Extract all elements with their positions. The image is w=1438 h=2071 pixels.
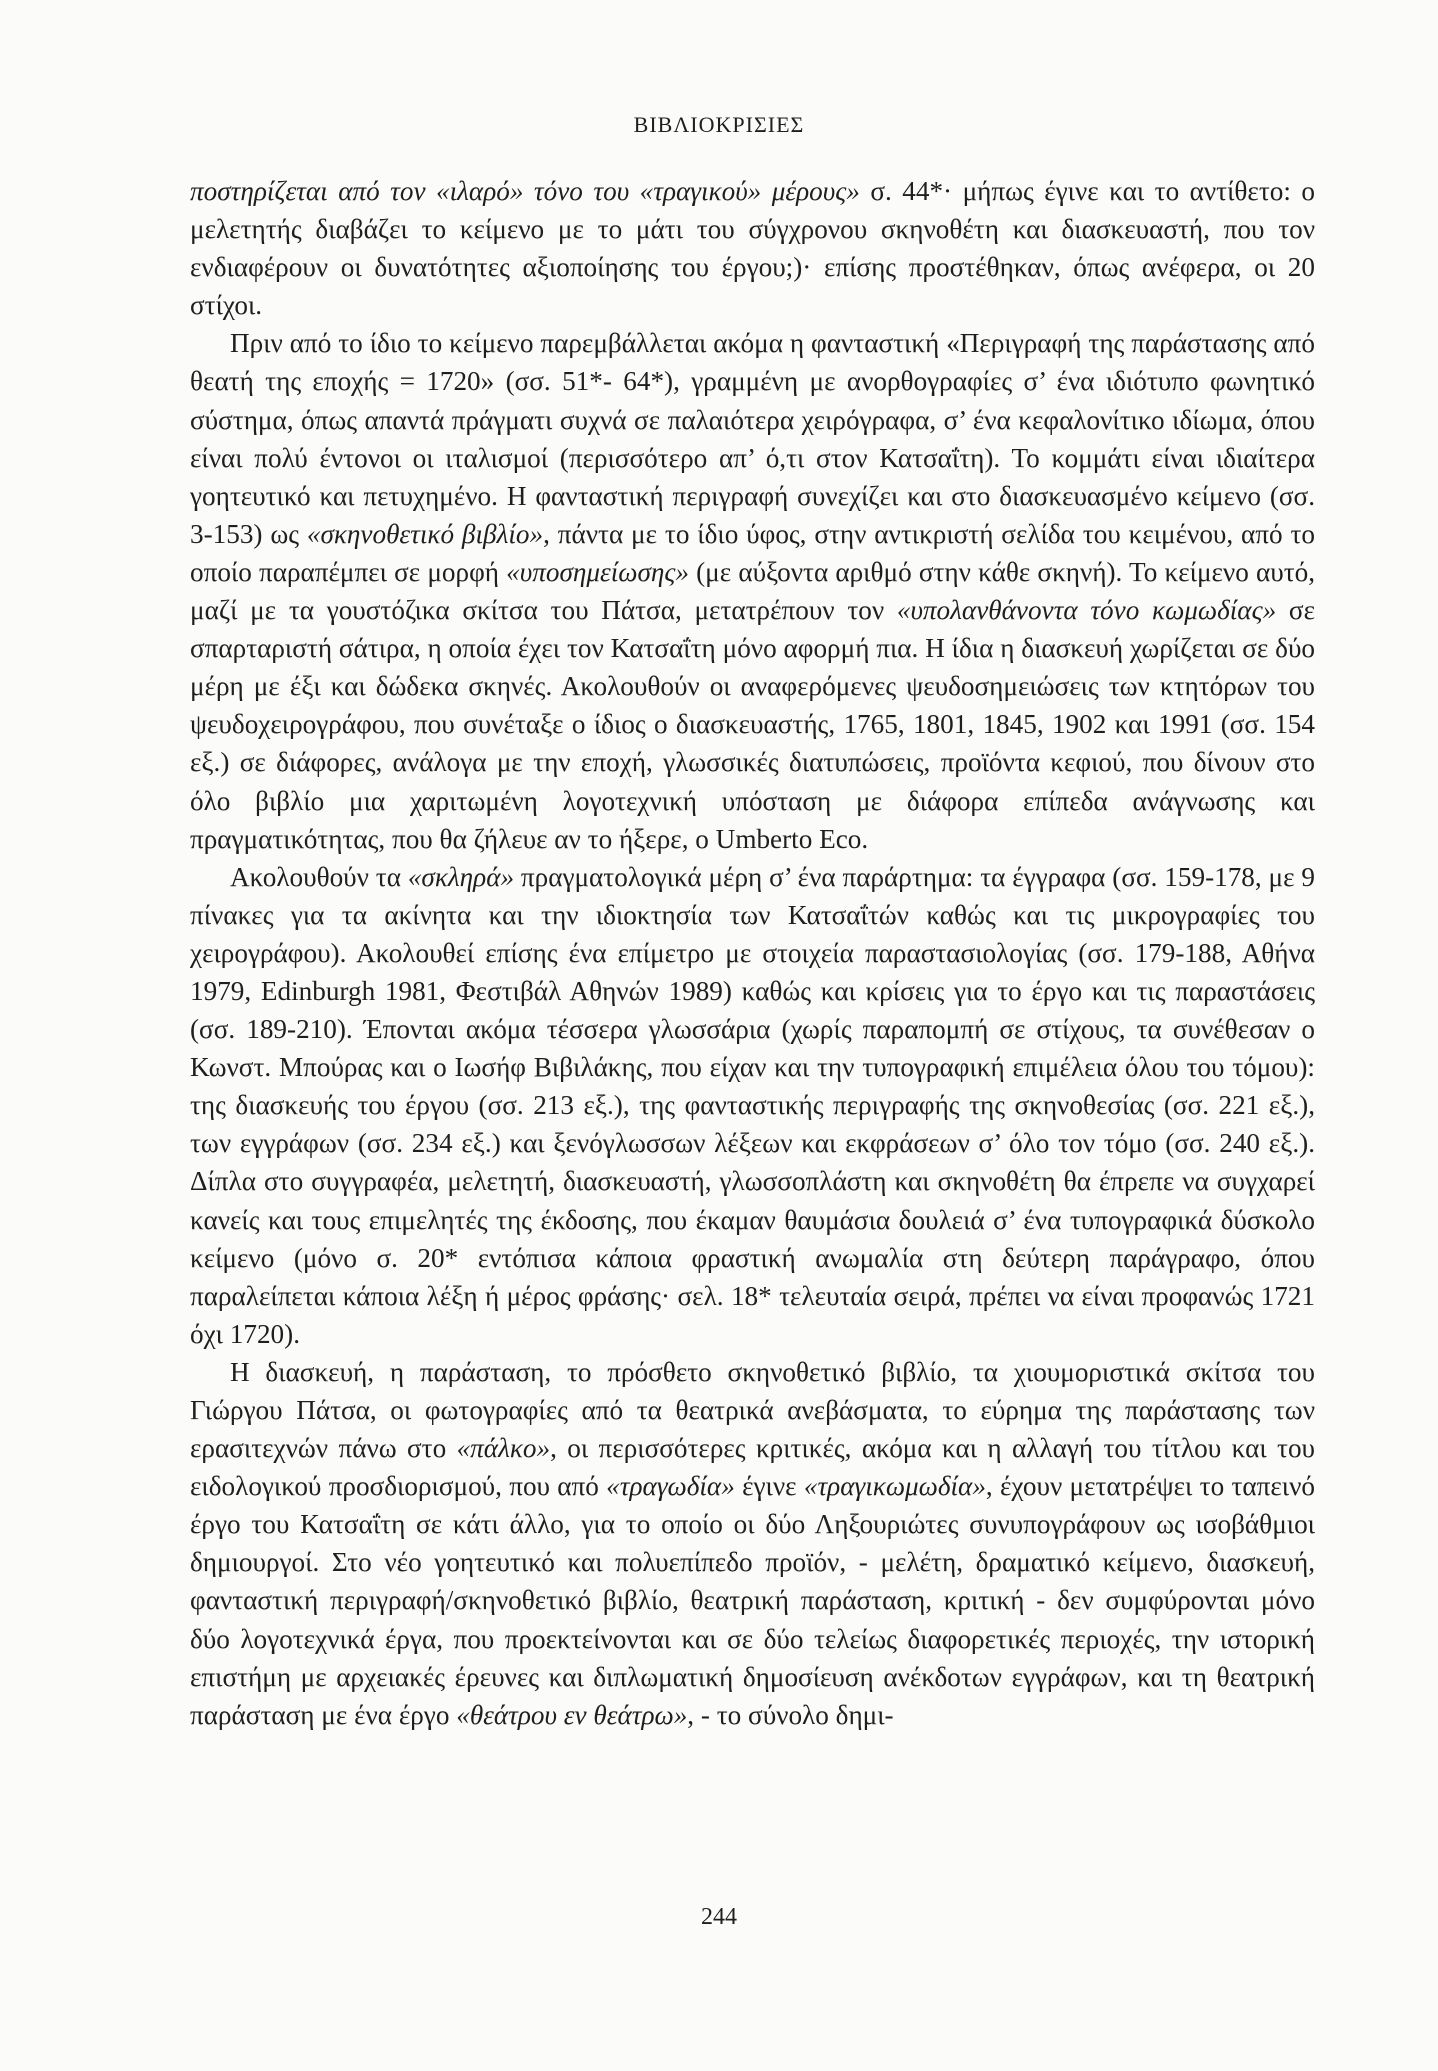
italic-phrase: «σκηνοθετικό βιβλίο»	[306, 518, 544, 549]
text-run: πραγματολογικά μέρη σ’ ένα παράρτημα: τα έγγραφα (σσ. 159-178, με 9 πίνακες για τα ακίνητα και την ιδιοκτησία των Κατσαΐτών καθώς και τις μικρογραφίες του χειρογράφου). Ακολουθεί επίσης ένα επίμετρο με στοιχεία παραστασιολογίας (σσ. 179-188, Αθήνα 1979, Edinburgh 1981, Φεστιβάλ Αθηνών 1989) καθώς και κρίσεις για το έργο και τις παραστάσεις (σσ. 189-210). Έπονται ακόμα τέσσερα γλωσσάρια (χωρίς παραπομπή σε στίχους, τα συνέθεσαν ο Κωνστ. Μπούρας και ο Ιωσήφ Βιβιλάκης, που είχαν και την τυπογραφική επιμέλεια όλου του τόμου): της διασκευής του έργου (σσ. 213 εξ.), της φανταστικής περιγραφής της σκηνοθεσίας (σσ. 221 εξ.), των εγγράφων (σσ. 234 εξ.) και ξενόγλωσσων λέξεων και εκφράσεων σ’ όλο τον τόμο (σσ. 240 εξ.). Δίπλα στο συγγραφέα, μελετητή, διασκευαστή, γλωσσοπλάστη και σκηνοθέτη θα έπρεπε να συγχαρεί κανείς και τους επιμελητές της έκδοσης, που έκαμαν θαυμάσια δουλειά σ’ ένα τυπογραφικά δύσκολο κείμενο (μόνο σ. 20* εντόπισα κάποια φραστική ανωμαλία στη δεύτερη παράγραφο, όπου παραλείπεται κάποια λέξη ή μέρος φράσης· σελ. 18* τελευταία σειρά, πρέπει να είναι προφανώς 1721 όχι 1720).	[190, 861, 1316, 1349]
italic-phrase: «τραγωδία»	[606, 1471, 735, 1502]
article-body	[190, 172, 1315, 1734]
paragraph-1	[190, 172, 1315, 324]
text-run: , οι περισσότερες κριτικές, ακόμα και η αλλαγή του τίτλου και του ειδολογικού προσδιορισμού, που από	[190, 1433, 1315, 1502]
paragraph-3	[190, 858, 1315, 1353]
italic-phrase: ποστηρίζεται από τον «ιλαρό» τόνο του «τραγικού» μέρους»	[190, 176, 860, 206]
text-run: , - το σύνολο δημι-	[687, 1699, 894, 1730]
text-run: σ. 44*· μήπως έγινε και το αντίθετο: ο μελετητής διαβάζει το κείμενο με το μάτι του σύγχρονου σκηνοθέτη και διασκευαστή, που τον ενδιαφέρουν οι δυνατότητες αξιοποίησης του έργου;)· επίσης προστέθηκαν, όπως ανέφερα, οι 20 στίχοι.	[190, 176, 1315, 321]
text-run: έγινε	[734, 1471, 804, 1502]
text-run: σε σπαρταριστή σάτιρα, η οποία έχει τον Κατσαΐτη μόνο αφορμή πια. Η ίδια η διασκευή χωρίζεται σε δύο μέρη με έξι και δώδεκα σκηνές. Ακολουθούν οι αναφερόμενες ψευδοσημειώσεις των κτητόρων του ψευδοχειρογράφου, που συνέταξε ο ίδιος ο διασκευαστής, 1765, 1801, 1845, 1902 και 1991 (σσ. 154 εξ.) σε διάφορες, ανάλογα με την εποχή, γλωσσικές διατυπώσεις, προϊόντα κεφιού, που δίνουν στο όλο βιβλίο μια χαριτωμένη λογοτεχνική υπόσταση με διάφορα επίπεδα ανάγνωσης και πραγματικότητας, που θα ζήλευε αν το ήξερε, ο Umberto Eco.	[190, 595, 1316, 854]
italic-phrase: «υπολανθάνοντα τόνο κωμωδίας»	[896, 595, 1277, 626]
running-header: ΒΙΒΛΙΟΚΡΙΣΙΕΣ	[633, 112, 805, 137]
text-run: Πριν από το ίδιο το κείμενο παρεμβάλλεται ακόμα η φανταστική «Περιγραφή της παράστασης από θεατή της εποχής = 1720» (σσ. 51*- 64*), γραμμένη με ανορθογραφίες σ’ ένα ιδιότυπο φωνητικό σύστημα, όπως απαντά πράγματι συχνά σε παλαιότερα χειρόγραφα, σ’ ένα κεφαλονίτικο ιδίωμα, όπου είναι πολύ έντονοι οι ιταλισμοί (περισσότερο απ’ ό,τι στον Κατσαΐτη). Το κομμάτι είναι ιδιαίτερα γοητευτικό και πετυχημένο. Η φανταστική περιγραφή συνεχίζει και στο διασκευασμένο κείμενο (σσ. 3-153) ως	[190, 328, 1315, 549]
italic-phrase: «σκληρά»	[407, 861, 515, 892]
italic-phrase: «υποσημείωσης»	[506, 556, 689, 587]
text-run: , πάντα με το ίδιο ύφος, στην αντικριστή σελίδα του κειμένου, από το οποίο παραπέμπει σε μορφή	[190, 518, 1315, 587]
paragraph-2	[190, 324, 1315, 857]
italic-phrase: «θεάτρου εν θεάτρω»	[456, 1699, 688, 1730]
text-run: (με αύξοντα αριθμό στην κάθε σκηνή). Το κείμενο αυτό, μαζί με τα γουστόζικα σκίτσα του Πάτσα, μετατρέπουν τον	[190, 556, 1316, 626]
text-run: , έχουν μετατρέψει το ταπεινό έργο του Κατσαΐτη σε κάτι άλλο, για το οποίο οι δύο Ληξουριώτες συνυπογράφουν ως ισοβάθμιοι δημιουργοί. Στο νέο γοητευτικό και πολυεπίπεδο προϊόν, - μελέτη, δραματικό κείμενο, διασκευή, φανταστική περιγραφή/σκηνοθετικό βιβλίο, θεατρική παράσταση, κριτική - δεν συμφύρονται μόνο δύο λογοτεχνικά έργα, που προεκτείνονται και σε δύο τελείως διαφορετικές περιοχές, την ιστορική επιστήμη με αρχειακές έρευνες και διπλωματική δημοσίευση ανέκδοτων εγγράφων, και τη θεατρική παράσταση με ένα έργο	[190, 1471, 1315, 1730]
italic-phrase: «πάλκο»	[456, 1433, 551, 1464]
text-run: Ακολουθούν τα	[230, 861, 408, 892]
text-run: Η διασκευή, η παράσταση, το πρόσθετο σκηνοθετικό βιβλίο, τα χιουμοριστικά σκίτσα του Γιώργου Πάτσα, οι φωτογραφίες από τα θεατρικά ανεβάσματα, το εύρημα της παράστασης των ερασιτεχνών πάνω στο	[190, 1356, 1315, 1464]
italic-phrase: «τραγικωμωδία»	[803, 1471, 986, 1502]
paragraph-4	[190, 1353, 1315, 1734]
page-number: 244	[701, 1904, 737, 1930]
